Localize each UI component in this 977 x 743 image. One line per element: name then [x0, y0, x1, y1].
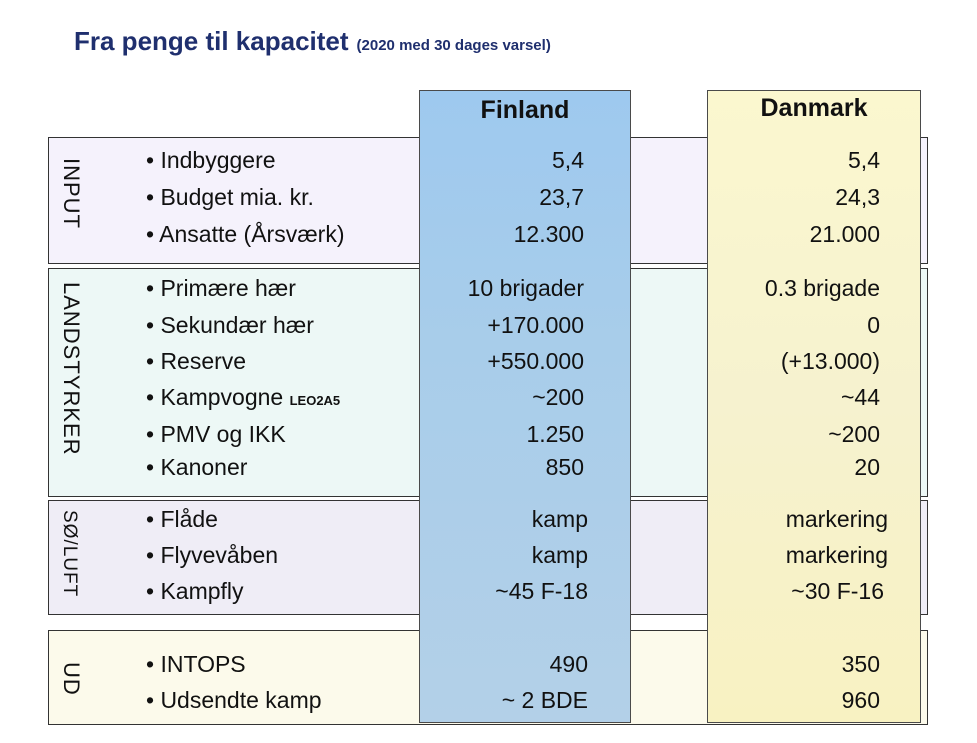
row-label: • Primære hær — [146, 275, 296, 301]
danmark-value: 350 — [841, 651, 880, 677]
row-label: • Indbyggere — [146, 147, 276, 173]
finland-value: 490 — [549, 651, 588, 677]
finland-value: 1.250 — [526, 421, 584, 447]
danmark-value: 5,4 — [848, 147, 880, 173]
row-label: • Kanoner — [146, 454, 248, 480]
row-label: • Sekundær hær — [146, 312, 314, 338]
page-title — [74, 26, 551, 57]
danmark-value: ~200 — [828, 421, 880, 447]
danmark-value: 21.000 — [809, 221, 880, 247]
section-label-input: INPUT — [59, 158, 84, 229]
finland-value: +550.000 — [487, 348, 584, 374]
row-label: • Flåde — [146, 506, 218, 532]
danmark-value: 0.3 brigade — [764, 275, 880, 301]
row-label: • Udsendte kamp — [146, 687, 322, 713]
danmark-value: ~30 F-16 — [791, 578, 884, 604]
finland-value: 12.300 — [513, 221, 584, 247]
finland-value: ~200 — [532, 384, 584, 410]
row-label: • Reserve — [146, 348, 247, 374]
danmark-value: (+13.000) — [780, 348, 880, 374]
subtitle: (2020 med 30 dages varsel) — [356, 37, 551, 54]
finland-value: kamp — [531, 542, 588, 568]
danmark-value: 0 — [867, 312, 880, 338]
row-label: • Ansatte (Årsværk) — [146, 221, 345, 247]
danmark-value: ~44 — [840, 384, 880, 410]
finland-header: Finland — [480, 96, 570, 124]
section-label-landstyrker: LANDSTYRKER — [59, 282, 84, 456]
row-label — [146, 384, 340, 411]
finland-column — [419, 90, 631, 723]
finland-value: 850 — [545, 454, 584, 480]
section-label-soe-luft: SØ/LUFT — [59, 510, 80, 598]
finland-value: ~ 2 BDE — [501, 687, 588, 713]
row-label: • INTOPS — [146, 651, 246, 677]
row-label-suffix: LEO2A5 — [289, 393, 341, 408]
danmark-value: 24,3 — [835, 184, 880, 210]
finland-value: ~45 F-18 — [495, 578, 588, 604]
finland-value: kamp — [531, 506, 588, 532]
finland-value: +170.000 — [487, 312, 584, 338]
section-label-ud: UD — [59, 662, 84, 696]
danmark-header: Danmark — [760, 94, 868, 122]
finland-value: 5,4 — [552, 147, 584, 173]
row-label-text: • Kampvogne — [146, 384, 284, 410]
danmark-value: 20 — [854, 454, 880, 480]
danmark-value: 960 — [841, 687, 880, 713]
danmark-value: markering — [785, 542, 888, 568]
row-label: • PMV og IKK — [146, 421, 286, 447]
row-label: • Kampfly — [146, 578, 244, 604]
row-label: • Budget mia. kr. — [146, 184, 314, 210]
row-label: • Flyvevåben — [146, 542, 279, 568]
title-text: Fra penge til kapacitet — [74, 26, 349, 56]
danmark-column — [707, 90, 921, 723]
danmark-value: markering — [785, 506, 888, 532]
finland-value: 10 brigader — [467, 275, 584, 301]
finland-value: 23,7 — [539, 184, 584, 210]
